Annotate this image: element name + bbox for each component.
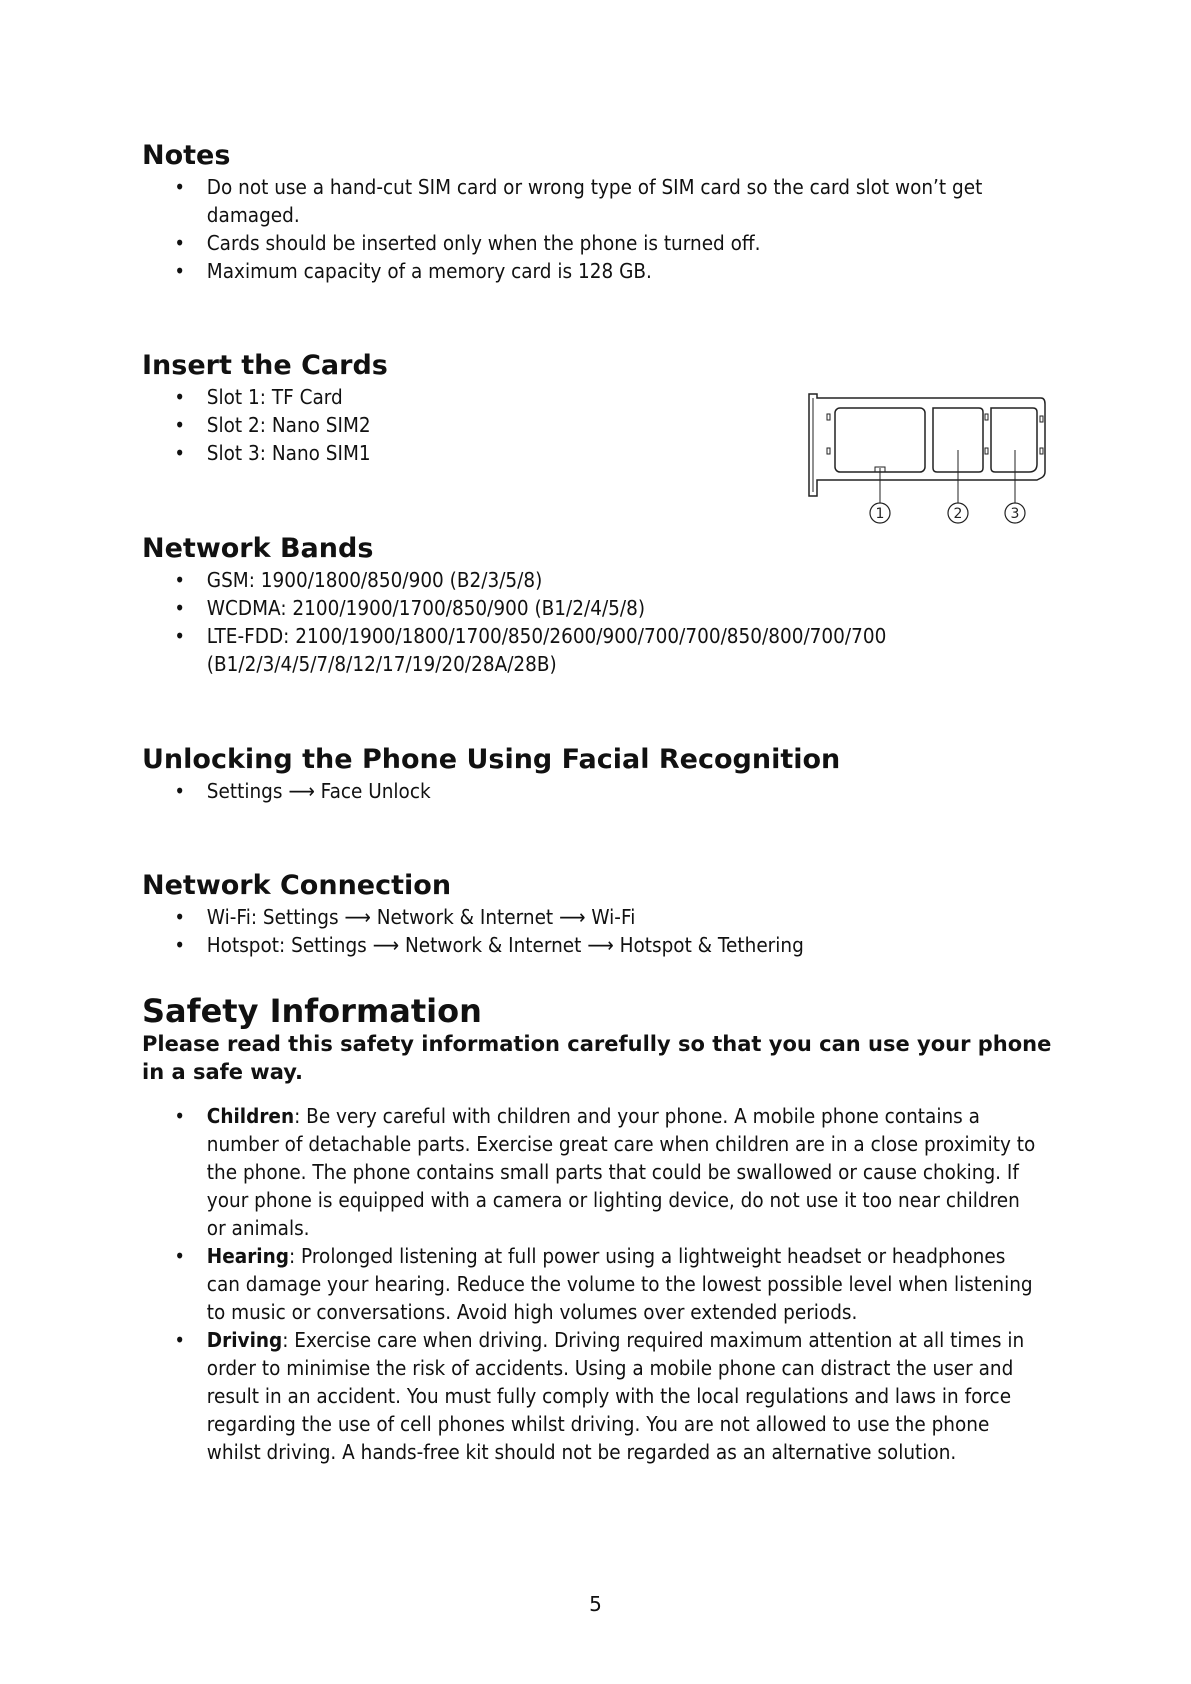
list-item: • Do not use a hand-cut SIM card or wrong type of SIM card so the card slot won’t get damaged. (142, 173, 1017, 229)
safety-heading: Safety Information (142, 992, 482, 1030)
safety-term-driving: Driving (206, 1328, 283, 1352)
safety-section (142, 992, 1062, 1466)
list-item (142, 1102, 1039, 1242)
callout-label-3: 3 (1010, 506, 1020, 522)
list-item: • Slot 3: Nano SIM1 (142, 439, 657, 467)
safety-text-driving: : Exercise care when driving. Driving required maximum attention at all times in order to minimise the risk of accidents. Using a mobile phone can distract the user and result in an accident. You must fully comply with the local regulations and laws in force regarding the use of cell phones whilst driving. You are not allowed to use the phone whilst driving. A hands-free kit should not be regarded as an alternative solution. (206, 1328, 1025, 1464)
face-unlock-list (142, 777, 1062, 805)
list-item: • Slot 2: Nano SIM2 (142, 411, 657, 439)
list-item: • Wi-Fi: Settings ⟶ Network & Internet ⟶ Wi-Fi (142, 903, 1116, 931)
list-item (142, 1242, 1039, 1326)
tray-outline (809, 394, 1045, 496)
network-bands-list (142, 566, 1062, 678)
face-unlock-heading: Unlocking the Phone Using Facial Recognition (142, 744, 841, 775)
notes-list (142, 173, 1062, 285)
network-connection-list (142, 903, 1062, 959)
network-connection-heading: Network Connection (142, 870, 452, 901)
safety-text-hearing: : Prolonged listening at full power using a lightweight headset or headphones can damage your hearing. Reduce the volume to the lowest possible level when listening to music or conversations. Avoid high volumes over extended periods. (206, 1244, 1033, 1324)
network-bands-section (142, 533, 1062, 678)
network-connection-section (142, 870, 1062, 959)
list-item: • WCDMA: 2100/1900/1700/850/900 (B1/2/4/5/8) (142, 594, 1116, 622)
notes-heading: Notes (142, 140, 231, 171)
notes-section (142, 140, 1062, 285)
network-bands-heading: Network Bands (142, 533, 374, 564)
safety-term-children: Children (206, 1104, 295, 1128)
list-item: • Maximum capacity of a memory card is 128 GB. (142, 257, 1116, 285)
slot-nano-sim1 (991, 408, 1037, 472)
callout-label-2: 2 (953, 506, 963, 522)
list-item: • Slot 1: TF Card (142, 383, 657, 411)
safety-term-hearing: Hearing (206, 1244, 289, 1268)
sim-tray-diagram (805, 392, 1050, 532)
page-number: 5 (589, 1592, 602, 1616)
callout-label-1: 1 (875, 506, 885, 522)
safety-text-children: : Be very careful with children and your phone. A mobile phone contains a number of detachable parts. Exercise great care when children are in a close proximity to the phone. The phone contains small parts that could be swallowed or cause choking. If your phone is equipped with a camera or lighting device, do not use it too near children or animals. (206, 1104, 1036, 1240)
list-item (142, 1326, 1039, 1466)
face-unlock-section (142, 744, 1062, 805)
list-item: • Hotspot: Settings ⟶ Network & Internet ⟶ Hotspot & Tethering (142, 931, 1116, 959)
slot-tf-card (835, 408, 925, 472)
safety-intro: Please read this safety information carefully so that you can use your phone in a safe way. (142, 1032, 1052, 1084)
list-item: • Settings ⟶ Face Unlock (142, 777, 1116, 805)
safety-list (142, 1102, 1062, 1466)
list-item: • Cards should be inserted only when the phone is turned off. (142, 229, 1116, 257)
list-item: • GSM: 1900/1800/850/900 (B2/3/5/8) (142, 566, 1116, 594)
list-item: • LTE-FDD: 2100/1900/1800/1700/850/2600/900/700/700/850/800/700/700 (B1/2/3/4/5/7/8/12/17/19/20/28A/28B) (142, 622, 954, 678)
insert-cards-heading: Insert the Cards (142, 350, 388, 381)
